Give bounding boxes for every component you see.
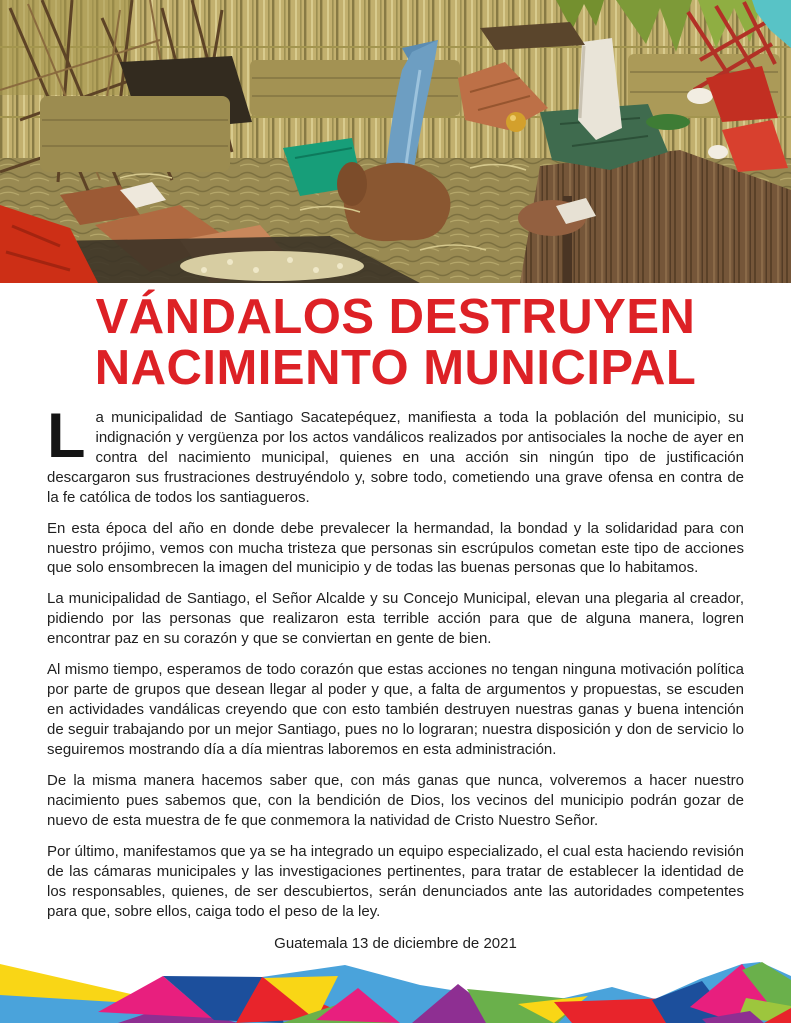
triangle-base (0, 962, 791, 1023)
footer-triangle-art (0, 961, 791, 1023)
triangle (690, 964, 778, 1019)
triangle (738, 998, 791, 1023)
triangle (236, 977, 352, 1023)
triangle (554, 997, 700, 1023)
nativity-photo (0, 0, 791, 283)
statement-paragraph-6: Por último, manifestamos que ya se ha integrado un equipo especializado, el cual esta haciendo revisión de las cámaras municipales y las investigaciones pertinentes, para tratar de establecer la identidad de los responsables, quienes, de ser descubiertos, serán denunciados ante las autoridades competentes para que, sobre ellos, caiga todo el peso de la ley. (47, 842, 744, 920)
statement-body (0, 398, 791, 953)
triangle (264, 976, 338, 1020)
triangle (412, 984, 508, 1023)
triangle (652, 981, 734, 1023)
statement-paragraph-2: En esta época del año en donde debe prevalecer la hermandad, la bondad y la solidaridad para con nuestro prójimo, vemos con mucha tristeza que personas sin escrúpulos cometan este tipo de acciones que solo ensombrecen la imagen del municipio y de todas las buenas personas que lo habitamos. (47, 519, 744, 577)
nativity-photo-art (0, 0, 791, 283)
triangle (118, 1005, 238, 1023)
headline (20, 292, 771, 394)
headline-line-2: NACIMIENTO MUNICIPAL (94, 340, 697, 395)
triangle (0, 964, 183, 1006)
triangle (702, 1011, 764, 1023)
triangle (98, 976, 212, 1018)
statement-paragraph-3: La municipalidad de Santiago, el Señor Alcalde y su Concejo Municipal, elevan una plegaria al creador, pidiendo por las personas que realizaron esta terrible acción para que de alguna manera, logren encontrar paz en su corazón y que se conviertan en gente de bien. (47, 590, 744, 648)
gravel (180, 251, 364, 281)
drop-cap: L (47, 400, 86, 471)
triangle (316, 988, 400, 1023)
statement-paragraph-1 (47, 400, 744, 508)
triangle (467, 989, 582, 1023)
statement-paragraph-5: De la misma manera hacemos saber que, con más ganas que nunca, volveremos a hacer nuestro nacimiento pues sabemos que, con la bendición de Dios, los vecinos del municipio podrán gozar de nuevo de esta muestra de fe que conmemora la natividad de Cristo Nuestro Señor. (47, 771, 744, 829)
triangle (518, 996, 588, 1023)
headline-line-1: VÁNDALOS DESTRUYEN (95, 290, 696, 344)
paragraph-1-text: a municipalidad de Santiago Sacatepéquez, manifiesta a toda la población del municipio, su indignación y vergüenza por los actos vandálicos realizados por antisociales la noche de ayer en contra del nacimiento municipal, quienes en una acción sin ningún tipo de justificación descargaron sus frustraciones destruyéndolo y, sobre todo, cometiendo una grave ofensa en contra de la fe católica de todos los santiagueros. (47, 408, 744, 506)
statement-paragraph-4: Al mismo tiempo, esperamos de todo corazón que estas acciones no tengan ninguna motivación política por parte de grupos que desean llegar al poder y que, a falta de argumentos y propuestas, se escuden en actividades vandálicas creyendo que con esto también destruyen nuestras ganas y buena intención de seguir trabajando por un mejor Santiago, pues no lo lograran; nuestra disposición y don de servicio lo seguiremos mostrando día a día mientras laboremos en esta administración. (47, 661, 744, 758)
triangle (742, 962, 791, 1008)
dateline: Guatemala 13 de diciembre de 2021 (274, 935, 517, 953)
triangle (282, 1005, 392, 1023)
triangle-pattern (0, 961, 791, 1023)
triangle (163, 976, 284, 1023)
triangle (764, 1008, 791, 1023)
